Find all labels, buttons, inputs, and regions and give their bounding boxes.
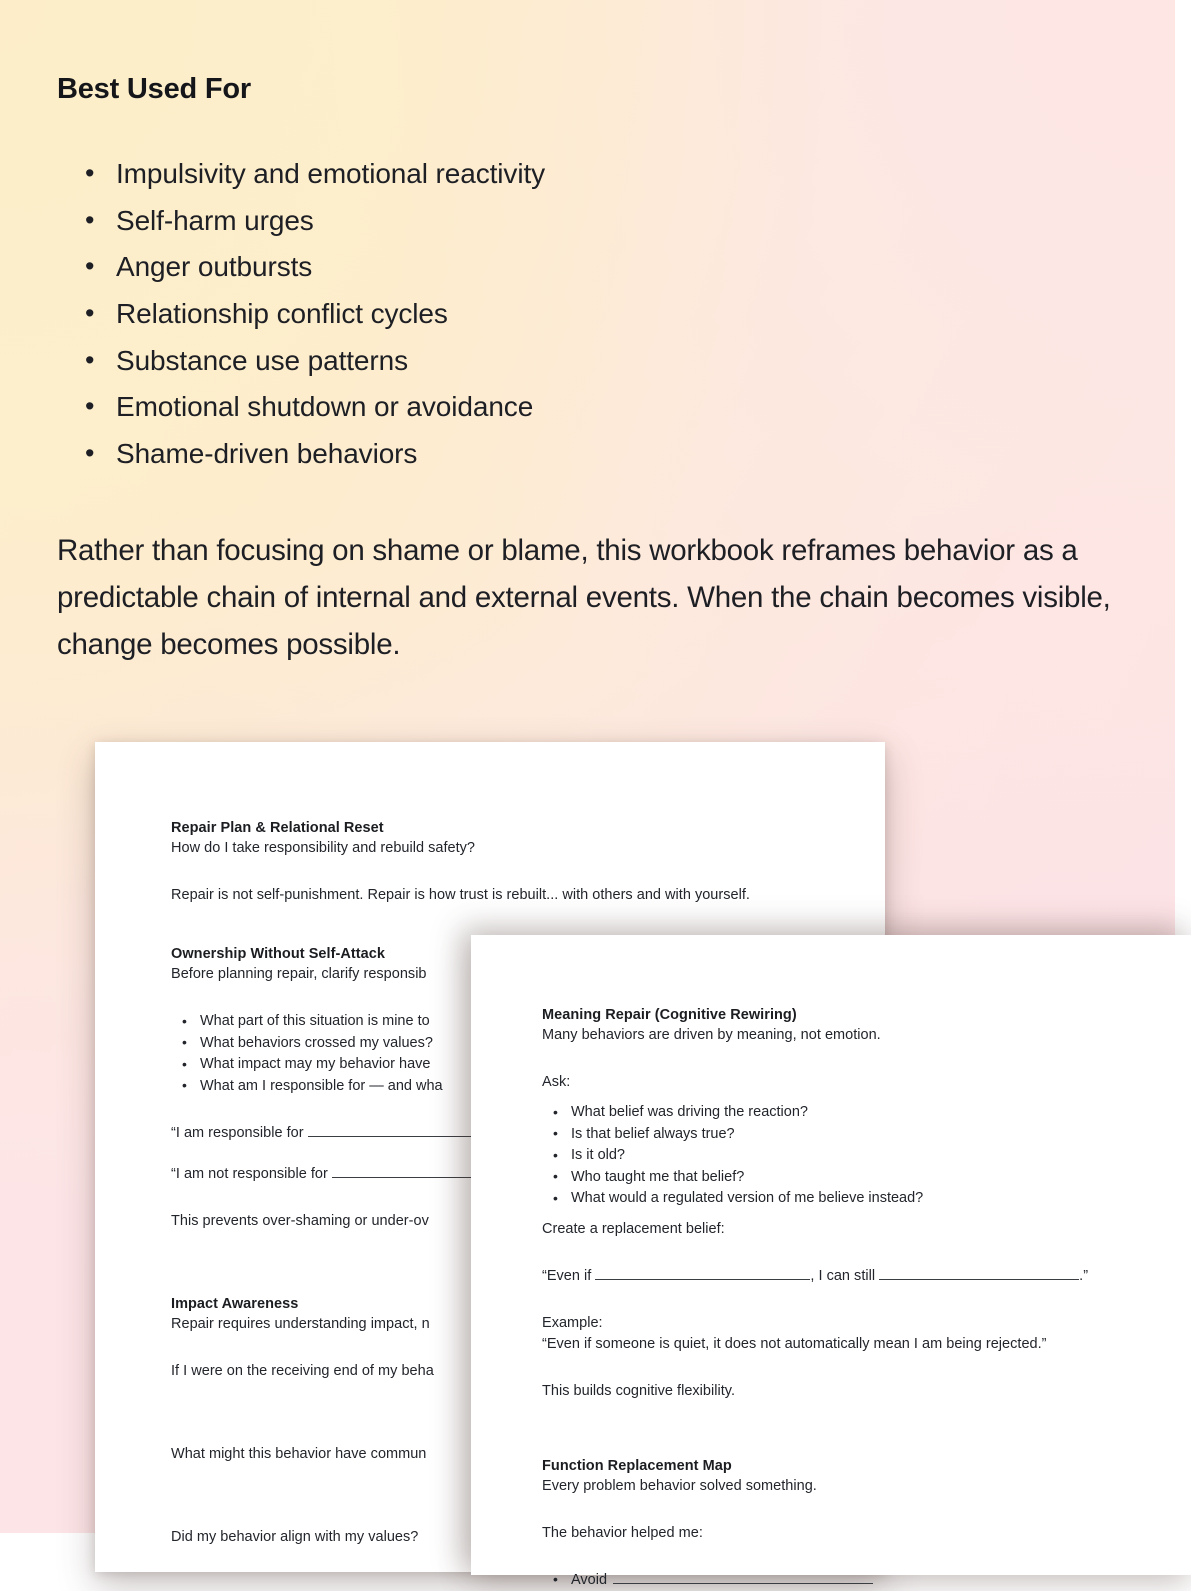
- doc-back-subheading: How do I take responsibility and rebuild safety?: [171, 838, 811, 859]
- doc-front-ask-list: [542, 1102, 1162, 1210]
- doc-back-section1-sub: Before planning repair, clarify responsib: [171, 964, 811, 985]
- spacer: [542, 1544, 1162, 1570]
- doc-back-section2-sub: Repair requires understanding impact, n: [171, 1314, 811, 1335]
- fill-in-blank: [613, 1570, 873, 1584]
- list-item: • Is that belief always true?: [542, 1124, 1162, 1146]
- prompt-text: “I am not responsible for: [171, 1166, 332, 1182]
- document-front-content: [542, 1005, 1162, 1591]
- list-item: • Shame-driven behaviors: [57, 431, 1132, 478]
- doc-front-heading: Meaning Repair (Cognitive Rewiring): [542, 1005, 1162, 1025]
- prompt-text: “I am responsible for: [171, 1125, 308, 1141]
- fill-middle-text: , I can still: [810, 1268, 879, 1284]
- spacer: [542, 1046, 1162, 1072]
- fill-suffix-text: .”: [1079, 1268, 1088, 1284]
- document-preview-page-front: [471, 935, 1191, 1575]
- fill-prefix-text: “Even if: [542, 1268, 595, 1284]
- list-item: • Is it old?: [542, 1145, 1162, 1167]
- list-item: • What belief was driving the reaction?: [542, 1102, 1162, 1124]
- doc-back-prompt-receiving-end: If I were on the receiving end of my beha: [171, 1361, 811, 1382]
- doc-front-example-label: Example:: [542, 1313, 1162, 1334]
- doc-front-fill-in-sentence: [542, 1266, 1162, 1287]
- intro-section: [57, 72, 1132, 668]
- doc-front-create-label: Create a replacement belief:: [542, 1219, 1162, 1240]
- spacer: [542, 1210, 1162, 1219]
- doc-back-section1-heading: Ownership Without Self-Attack: [171, 944, 811, 964]
- doc-front-section2-sub: Every problem behavior solved something.: [542, 1476, 1162, 1497]
- list-item: • Impulsivity and emotional reactivity: [57, 151, 1132, 198]
- list-item: • Emotional shutdown or avoidance: [57, 384, 1132, 431]
- doc-front-helped-label: The behavior helped me:: [542, 1523, 1162, 1544]
- spacer: [542, 1240, 1162, 1266]
- spacer: [542, 1402, 1162, 1456]
- doc-front-ask-label: Ask:: [542, 1072, 1162, 1093]
- intro-paragraph: Rather than focusing on shame or blame, this workbook reframes behavior as a predictable chain of internal and external events. When the chain becomes visible, change becomes possible.: [57, 527, 1132, 668]
- doc-back-intro: Repair is not self-punishment. Repair is how trust is rebuilt... with others and with yourself.: [171, 885, 783, 906]
- list-item: • What part of this situation is mine to: [171, 1011, 811, 1033]
- spacer: [542, 1355, 1162, 1381]
- doc-front-example-text: “Even if someone is quiet, it does not automatically mean I am being rejected.”: [542, 1334, 1162, 1355]
- doc-back-prompt-communicated: What might this behavior have commun: [171, 1444, 811, 1465]
- list-item: • What am I responsible for — and wha: [171, 1076, 811, 1098]
- list-item: • What impact may my behavior have: [171, 1054, 811, 1076]
- spacer: [542, 1287, 1162, 1313]
- best-used-for-list: [57, 151, 1132, 478]
- doc-front-section2-heading: Function Replacement Map: [542, 1456, 1162, 1476]
- fill-in-blank: [879, 1266, 1079, 1280]
- list-item: • Substance use patterns: [57, 338, 1132, 385]
- spacer: [542, 1497, 1162, 1523]
- doc-back-prompt-values-align: Did my behavior align with my values?: [171, 1527, 811, 1548]
- list-item: • Anger outbursts: [57, 244, 1132, 291]
- spacer: [542, 1093, 1162, 1102]
- list-item: [542, 1570, 1162, 1591]
- list-item: • What behaviors crossed my values?: [171, 1033, 811, 1055]
- list-item: • Relationship conflict cycles: [57, 291, 1132, 338]
- doc-front-closing: This builds cognitive flexibility.: [542, 1381, 1162, 1402]
- doc-back-note: This prevents over-shaming or under-ov: [171, 1211, 811, 1232]
- spacer: [171, 859, 811, 885]
- page-title: Best Used For: [57, 72, 1132, 107]
- list-item: • What would a regulated version of me believe instead?: [542, 1188, 1162, 1210]
- doc-front-helped-list: [542, 1570, 1162, 1591]
- list-item: • Who taught me that belief?: [542, 1167, 1162, 1189]
- helped-bullet-text: Avoid: [571, 1572, 607, 1588]
- doc-back-section2-heading: Impact Awareness: [171, 1294, 811, 1314]
- fill-in-blank: [595, 1266, 810, 1280]
- doc-front-subheading: Many behaviors are driven by meaning, not emotion.: [542, 1025, 1162, 1046]
- doc-back-heading: Repair Plan & Relational Reset: [171, 818, 811, 838]
- list-item: • Self-harm urges: [57, 198, 1132, 245]
